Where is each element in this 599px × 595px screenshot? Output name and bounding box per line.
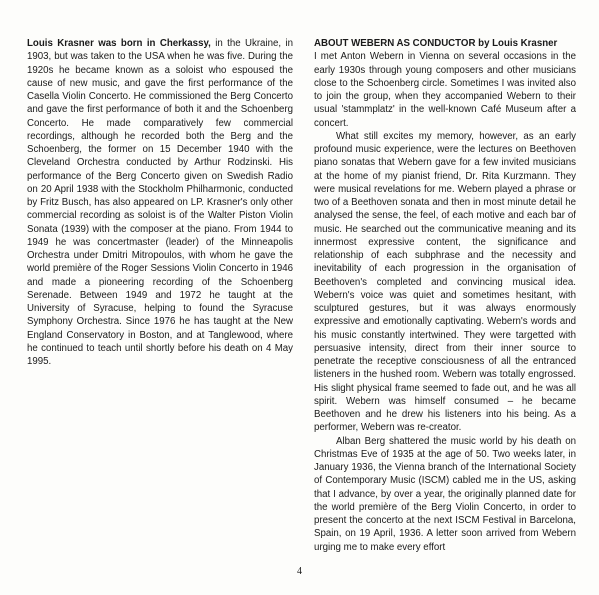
article-heading: ABOUT WEBERN AS CONDUCTOR by Louis Krasner: [314, 38, 558, 49]
biography-lead-in: Louis Krasner was born in Cherkassy,: [27, 38, 211, 49]
biography-body: in the Ukraine, in 1903, but was taken to the USA when he was five. During the 1920s he became known as a soloist who espoused the cause of new music, and gave the first performance of the Casella Violin Concerto. He commissioned the Berg Concerto and gave the first performance of both it and the Schoenberg Concerto. He made comparatively few commercial recordings, although he recorded both the Berg and the Schoenberg, the former on 15 December 1940 with the Cleveland Orchestra conducted by Arthur Rodzinski. His performance of the Berg Concerto given on Swedish Radio on 20 April 1938 with the Stockholm Philharmonic, conducted by Fritz Busch, has also appeared on LP. Krasner's only other commercial recording as soloist is of the Walter Piston Violin Sonata (1939) with the composer at the piano. From 1944 to 1949 he was concertmaster (leader) of the Minneapolis Orchestra under Dmitri Mitropoulos, with whom he gave the world première of the Roger Sessions Violin Concerto in 1946 and made a pioneering recording of the Schoenberg Serenade. Between 1949 and 1972 he taught at the University of Syracuse, helping to found the Syracuse Symphony Orchestra. Since 1976 he has taught at the New England Conservatory in Boston, and at Tanglewood, where he continued to teach until shortly before his death on 4 May 1995.: [27, 38, 293, 367]
article-paragraph: What still excites my memory, however, as an early profound music experience, were the lectures on Beethoven piano sonatas that Webern gave for a few invited musicians at the home of my pianist friend, Dr. Rita Kurzmann. They were musical revelations for me. Webern played a phrase or two of a Beethoven sonata and then in most minute detail he analysed the sense, the feel, of each motive and each bar of music. He searched out the communicative meaning and its innermost expressive content, the significance and relationship of each subphrase and the necessity and inevitability of each progression in the organisation of Beethoven's completed and convincing musical idea. Webern's voice was quiet and sometimes hesitant, with sculptured gestures, but it was always enormously expressive and emotionally captivating. Webern's words and his music constantly intertwined. They were targetted with persuasive intensity, direct from their inner source to penetrate the receptive consciousness of all the entranced listeners in the hushed room. Webern was totally engrossed. His slight physical frame seemed to fade out, and he was all spirit. Webern was himself consumed – he became Beethoven and he drew his listeners into his being. As a performer, Webern was re-creator.: [314, 130, 576, 434]
krasner-biography-paragraph: [27, 37, 293, 368]
article-paragraph: I met Anton Webern in Vienna on several occasions in the early 1930s through young composers and other musicians close to the Schoenberg circle. Sometimes I was invited also to join the group, when they accompanied Webern to their usual 'stammplatz' in the well-known Café Museum after a concert.: [314, 51, 576, 129]
page-number: 4: [297, 566, 302, 577]
right-column: [314, 37, 576, 554]
article-paragraph: Alban Berg shattered the music world by his death on Christmas Eve of 1935 at the age of 50. Two weeks later, in January 1936, the Vienna branch of the International Society of Contemporary Music (ISCM) cabled me in the US, asking that I advance, by over a year, the originally planned date for the world première of the Berg Violin Concerto, in order to present the concerto at the next ISCM Festival in Barcelona, Spain, on 19 April, 1936. A letter soon arrived from Webern urging me to make every effort: [314, 435, 576, 553]
left-column: [27, 37, 293, 368]
